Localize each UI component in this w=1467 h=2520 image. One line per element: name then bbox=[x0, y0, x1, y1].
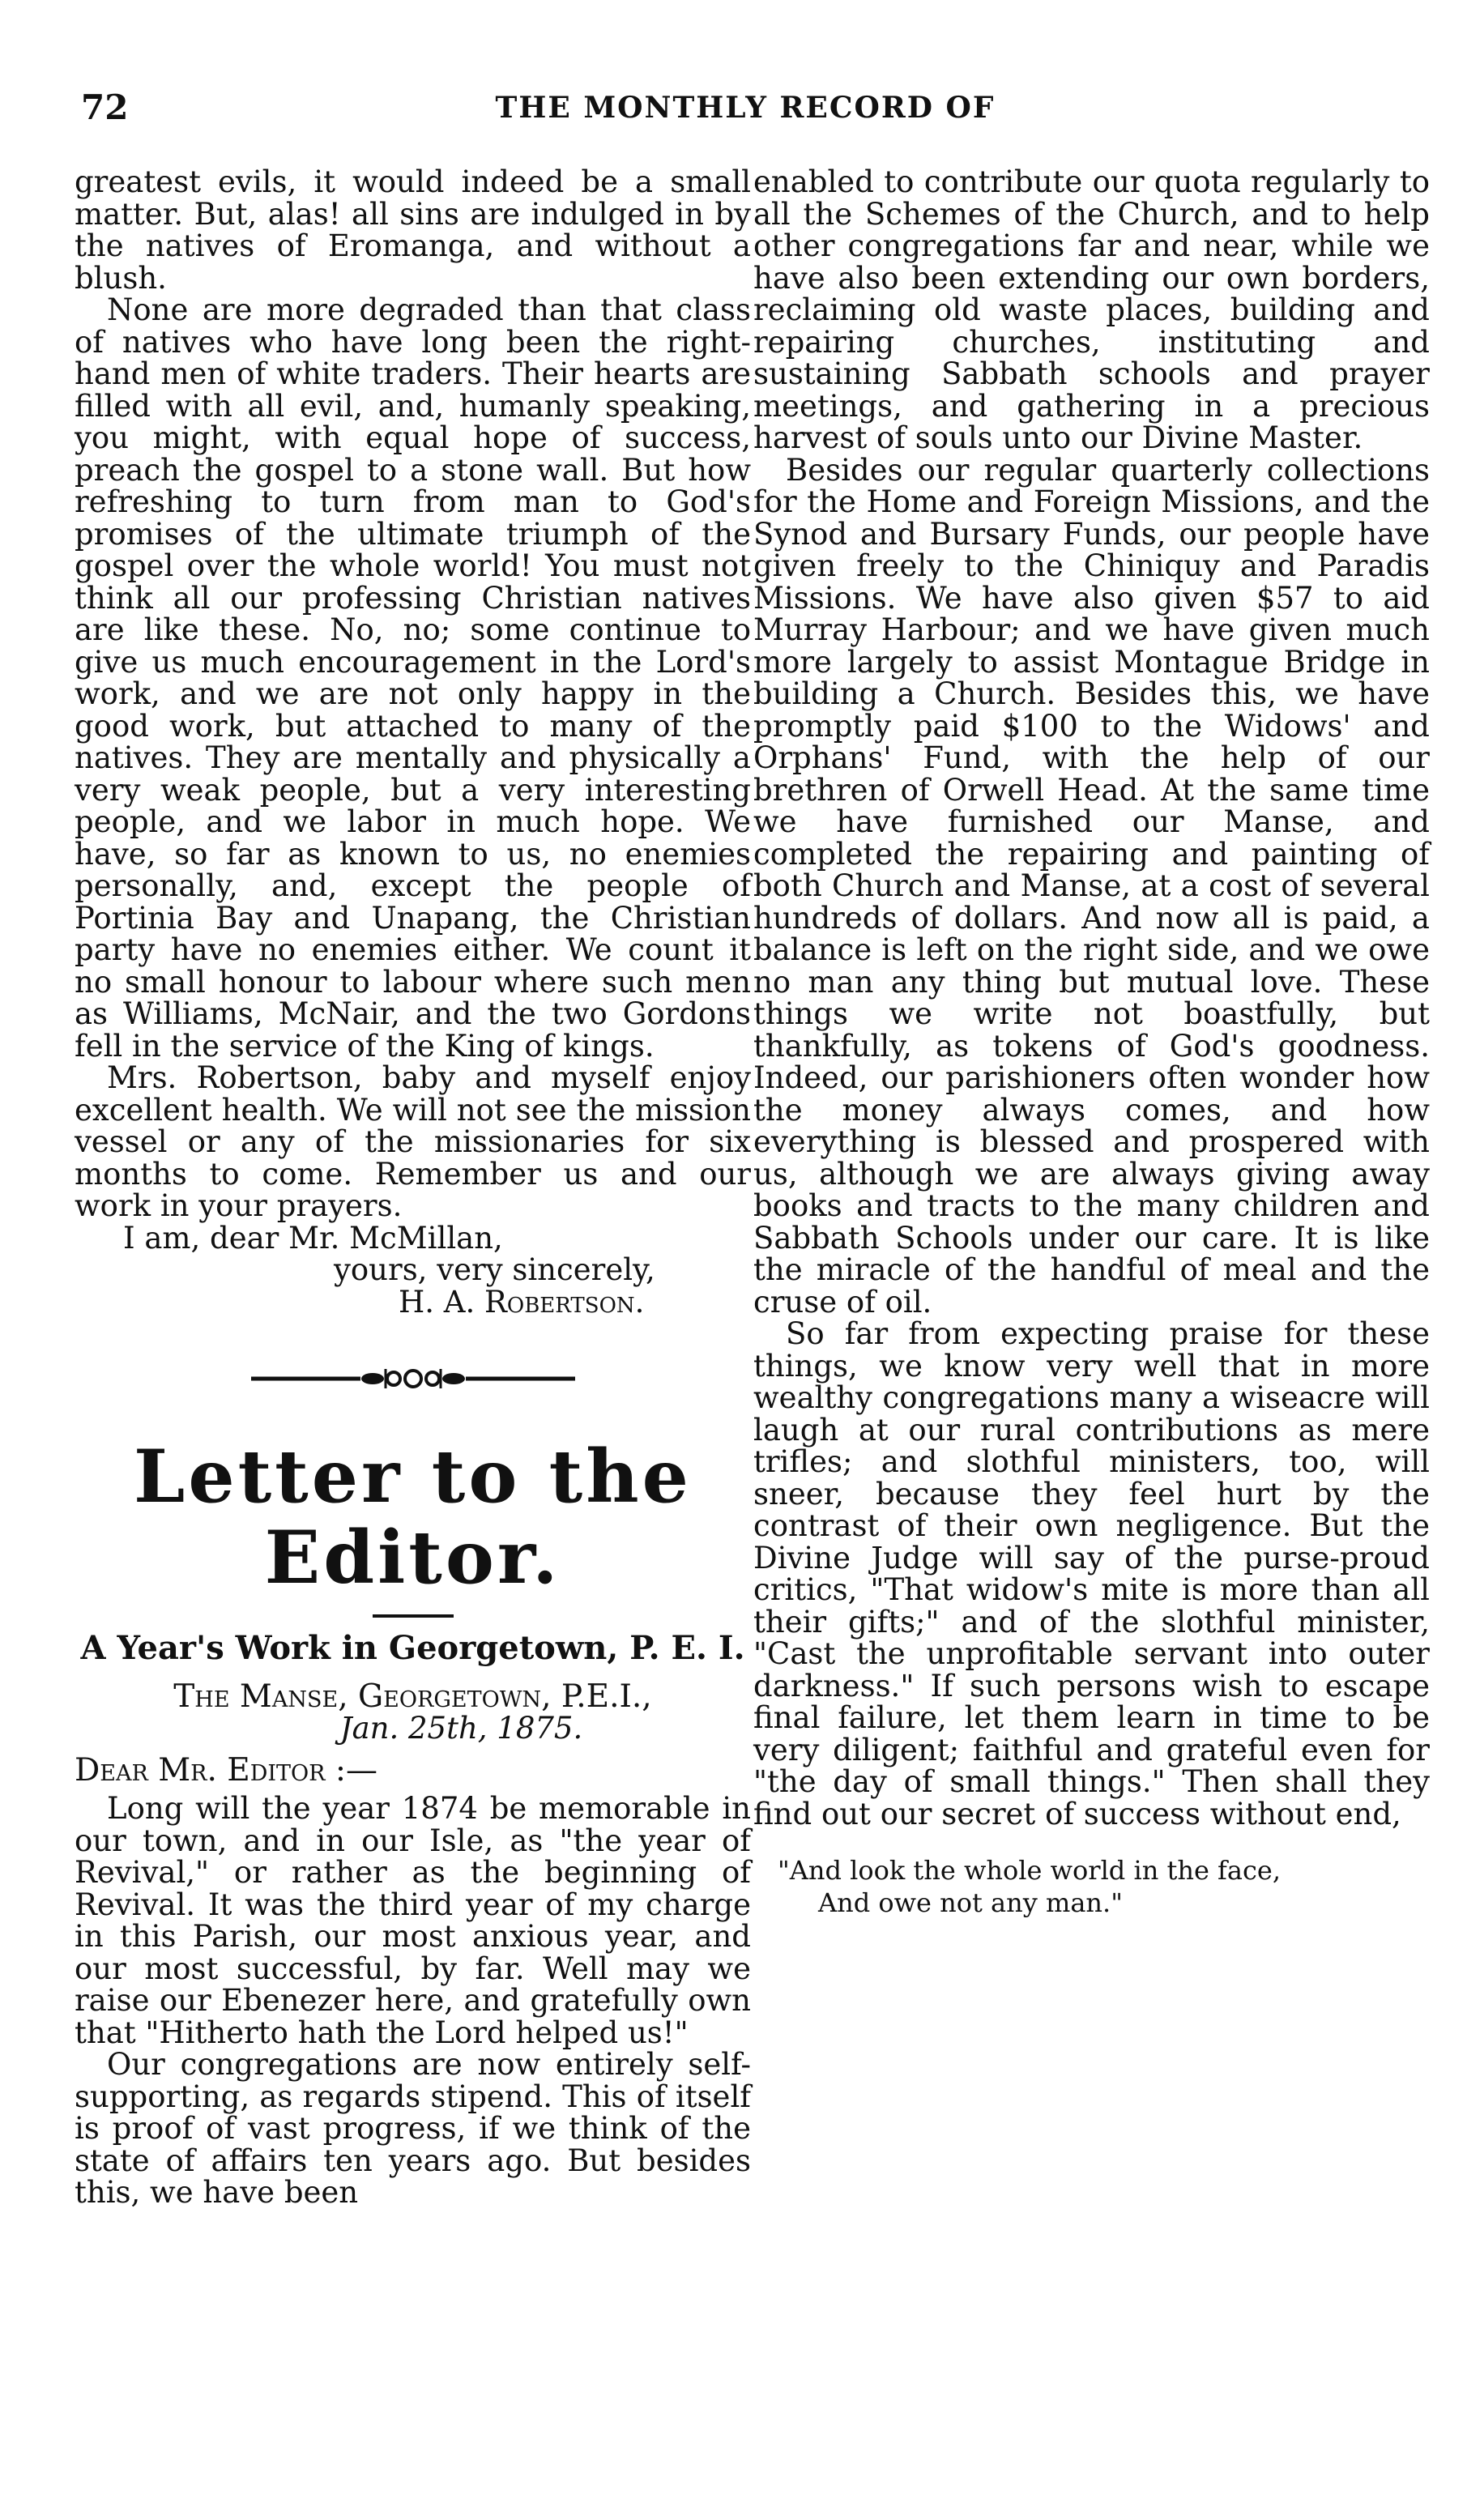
right-column bbox=[753, 166, 1430, 1919]
quote-line: "And look the whole world in the face, bbox=[778, 1855, 1281, 1886]
body-paragraph-1: Long will the year 1874 be memorable in our town, and in our Isle, as "the year of Revival," or rather as the beginning of Revival. It was the third year of my charge in this Parish, our most anxious year, and our most successful, by far. Well may we raise our Ebenezer here, and gratefully own that "Hitherto hath the Lord helped us!" bbox=[75, 1791, 751, 2050]
letter-date: Jan. 25th, 1875. bbox=[339, 1711, 583, 1746]
heading-rule bbox=[373, 1614, 454, 1618]
body-paragraph-2: Our congregations are now entirely self-supporting, as regards stipend. This of itself is proof of vast progress, if we think of the state of affairs ten years ago. But besides this, we have been bbox=[75, 2047, 751, 2210]
letter-salutation: Dear Mr. Editor :— bbox=[75, 1751, 378, 1789]
letter-valediction: yours, very sincerely, bbox=[334, 1252, 655, 1287]
quote-line: And owe not any man." bbox=[818, 1887, 1123, 1918]
left-column bbox=[75, 166, 751, 2209]
article-title: A Year's Work in Georgetown, P. E. I. bbox=[80, 1628, 745, 1667]
left-paragraph-3: Mrs. Robertson, baby and myself enjoy excellent health. We will not see the mission vessel or any of the missionaries for six months to come. Remember us and our work in your prayers. bbox=[75, 1060, 751, 1223]
letter-address: The Manse, Georgetown, P.E.I., bbox=[173, 1678, 652, 1715]
right-paragraph-2: Besides our regular quarterly collections for the Home and Foreign Missions, and the Synod and Bursary Funds, our people have given freely to the Chiniquy and Paradis Missions. We have also given $57 to aid Murray Harbour; and we have given much more largely to assist Montague Bridge in building a Church. Besides this, we have promptly paid $100 to the Widows' and Orphans' Fund, with the help of our brethren of Orwell Head. At the same time we have furnished our Manse, and completed the repairing and painting of both Church and Manse, at a cost of several hundreds of dollars. And now all is paid, a balance is left on the right side, and we owe no man any thing but mutual love. These things we write not boastfully, but thankfully, as tokens of God's goodness. Indeed, our parishioners often wonder how the money always comes, and how everything is blessed and prospered with us, although we are always giving away books and tracts to the many children and Sabbath Schools under our care. It is like the miracle of the handful of meal and the cruse of oil. bbox=[753, 452, 1430, 1320]
closing-quote bbox=[753, 1854, 1430, 1919]
letter-closing: I am, dear Mr. McMillan, bbox=[123, 1220, 503, 1256]
left-paragraph-1: greatest evils, it would indeed be a small matter. But, alas! all sins are indulged in by the natives of Eromanga, and without a blush. bbox=[75, 164, 751, 296]
ornament-divider-icon bbox=[75, 1365, 751, 1397]
section-heading: Letter to the Editor. bbox=[134, 1433, 692, 1601]
page-header bbox=[73, 87, 1418, 136]
page-number: 72 bbox=[81, 87, 129, 127]
running-title: THE MONTHLY RECORD OF bbox=[495, 91, 996, 125]
letter-signer: H. A. Robertson. bbox=[399, 1284, 645, 1320]
right-paragraph-3: So far from expecting praise for these things, we know very well that in more wealthy congregations many a wiseacre will laugh at our rural contributions as mere trifles; and slothful ministers, too, will sneer, because they feel hurt by the contrast of their own negligence. But the Divine Judge will say of the purse-proud critics, "That widow's mite is more than all their gifts;" and of the slothful minister, "Cast the unprofitable servant into outer darkness." If such persons wish to escape final failure, let them learn in time to be very diligent; faithful and grateful even for "the day of small things." Then shall they find out our secret of success without end, bbox=[753, 1316, 1430, 1831]
right-paragraph-1: enabled to contribute our quota regularly to all the Schemes of the Church, and to help other congregations far and near, while we have also been extending our own borders, reclaiming old waste places, building and repairing churches, instituting and sustaining Sabbath schools and prayer meetings, and gathering in a precious harvest of souls unto our Divine Master. bbox=[753, 164, 1430, 455]
left-paragraph-2: None are more degraded than that class of natives who have long been the right-hand men of white traders. Their hearts are filled with all evil, and, humanly speaking, you might, with equal hope of success, preach the gospel to a stone wall. But how refreshing to turn from man to God's promises of the ultimate triumph of the gospel over the whole world! You must not think all our professing Christian natives are like these. No, no; some continue to give us much encouragement in the Lord's work, and we are not only happy in the good work, but attached to many of the natives. They are mentally and physically a very weak people, but a very interesting people, and we labor in much hope. We have, so far as known to us, no enemies personally, and, except the people of Portinia Bay and Unapang, the Christian party have no enemies either. We count it no small honour to labour where such men as Williams, McNair, and the two Gordons fell in the service of the King of kings. bbox=[75, 292, 751, 1064]
